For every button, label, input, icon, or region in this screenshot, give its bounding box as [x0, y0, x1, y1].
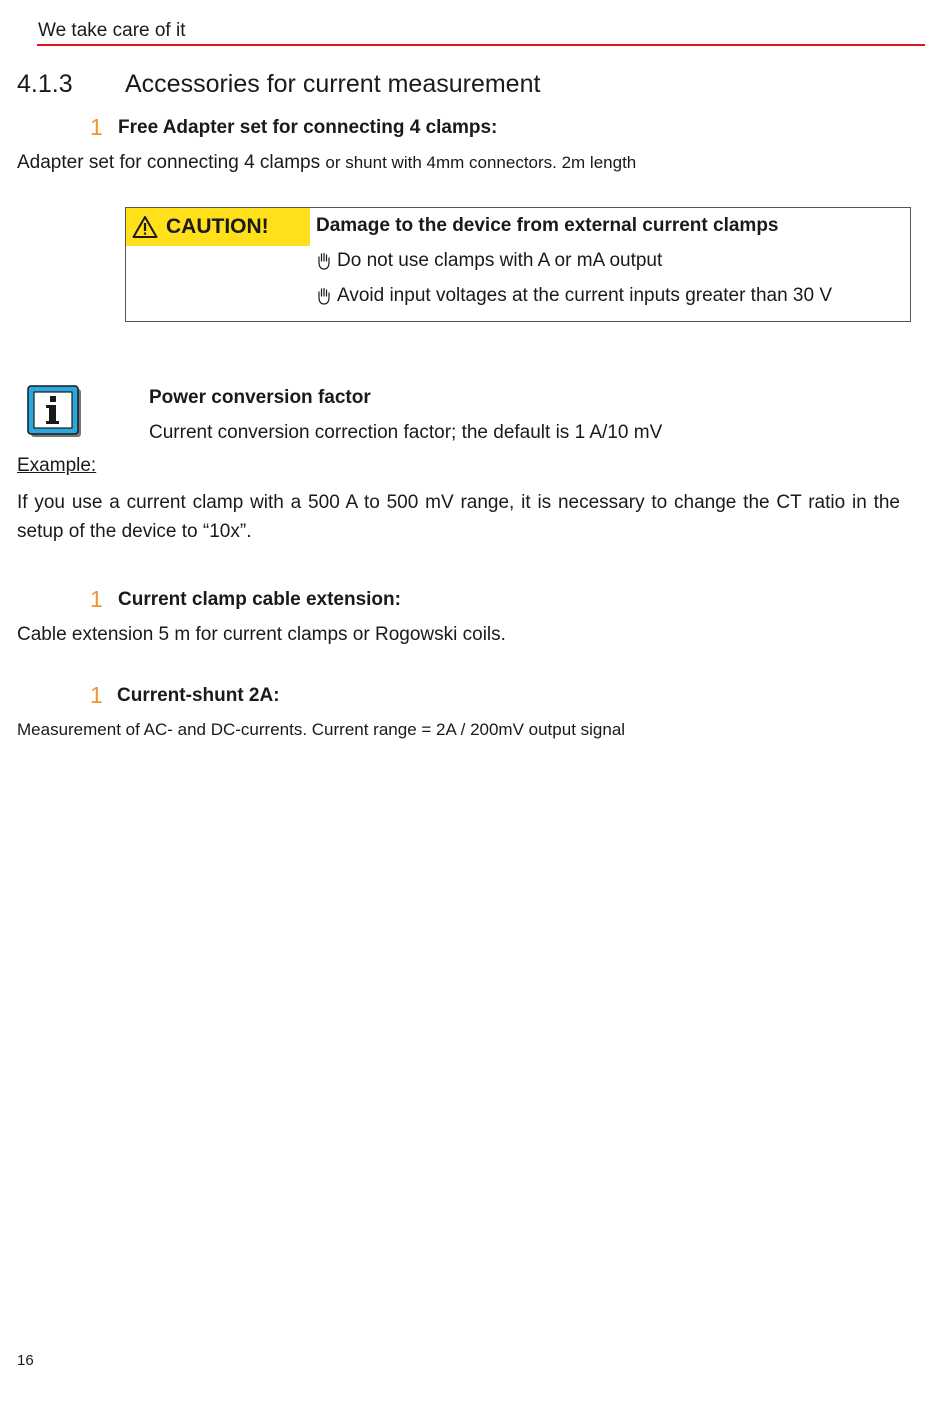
bullet-number: 1	[90, 682, 103, 708]
bullet-number: 1	[90, 114, 103, 140]
item-label-cable-extension: Current clamp cable extension:	[118, 589, 401, 610]
example-text: If you use a current clamp with a 500 A to 500 mV range, it is necessary to change the CT ratio in the setup of the device to “10x”.	[17, 492, 900, 542]
caution-point-text: Do not use clamps with A or mA output	[337, 250, 663, 271]
info-icon	[27, 385, 81, 437]
caution-point-text: Avoid input voltages at the current inputs greater than 30 V	[337, 285, 833, 306]
caution-heading: Damage to the device from external current clamps	[316, 215, 779, 236]
caution-label	[126, 208, 310, 246]
running-header: We take care of it	[38, 20, 186, 41]
bullet-number: 1	[90, 586, 103, 612]
caution-point	[316, 250, 662, 272]
caution-point	[316, 285, 832, 307]
example-label: Example:	[17, 455, 97, 476]
section-title: Accessories for current measurement	[125, 70, 541, 98]
item-description-cable-extension: Cable extension 5 m for current clamps or Rogowski coils.	[17, 624, 506, 645]
item-label-current-shunt: Current-shunt 2A:	[117, 685, 280, 706]
info-text: Current conversion correction factor; the default is 1 A/10 mV	[149, 422, 663, 443]
warning-triangle-icon	[132, 215, 158, 239]
hand-icon	[316, 252, 332, 270]
header-rule	[37, 44, 925, 46]
item-label-adapter-set: Free Adapter set for connecting 4 clamps:	[118, 117, 498, 138]
description-small: or shunt with 4mm connectors. 2m length	[325, 153, 637, 172]
section-number: 4.1.3	[17, 70, 73, 98]
page-number: 16	[17, 1352, 34, 1369]
caution-box	[125, 207, 911, 322]
caution-label-text: CAUTION!	[166, 215, 269, 238]
item-description-current-shunt: Measurement of AC- and DC-currents. Current range = 2A / 200mV output signal	[17, 720, 626, 739]
hand-icon	[316, 287, 332, 305]
item-description-adapter-set	[17, 152, 636, 174]
description-main: Adapter set for connecting 4 clamps	[17, 152, 326, 173]
info-title: Power conversion factor	[149, 387, 371, 408]
